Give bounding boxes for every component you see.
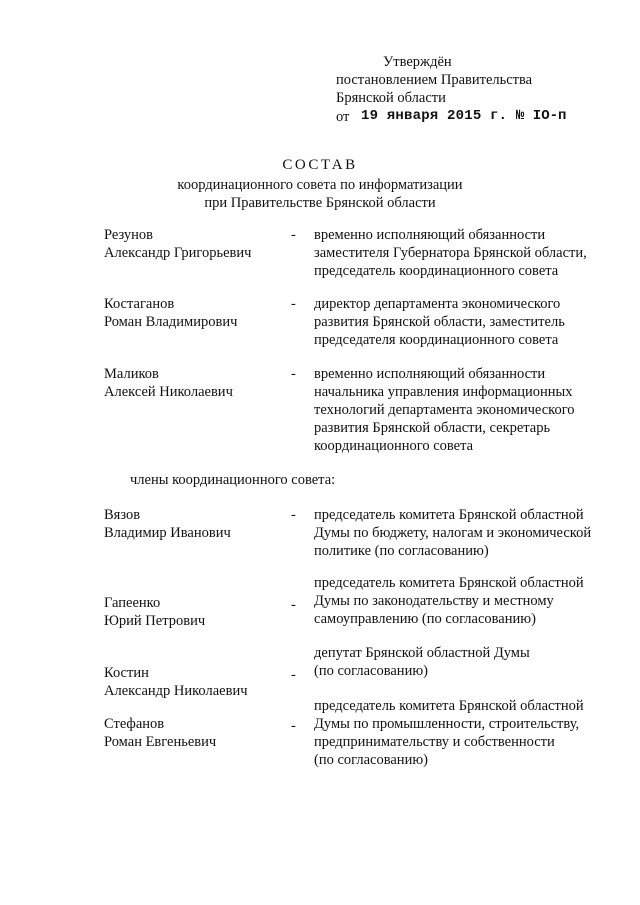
member-surname: Костаганов <box>104 296 175 312</box>
role-line: начальника управления информационных <box>314 384 573 400</box>
member-surname: Резунов <box>104 227 154 243</box>
member-role <box>314 365 614 455</box>
role-line: развития Брянской области, секретарь <box>314 420 551 436</box>
approval-region-line: Брянской области <box>336 90 446 106</box>
approval-from-label: от <box>336 109 350 125</box>
dash-separator: - <box>291 227 296 243</box>
document-title: СОСТАВ <box>282 157 358 173</box>
member-surname: Костин <box>104 665 149 681</box>
member-surname: Стефанов <box>104 716 165 732</box>
role-line: временно исполняющий обязанности <box>314 366 546 382</box>
role-line: предпринимательству и собственности <box>314 734 555 750</box>
member-role <box>314 226 614 280</box>
member-role <box>314 574 614 628</box>
role-line: (по согласованию) <box>314 663 428 679</box>
role-line: (по согласованию) <box>314 752 428 768</box>
members-section-label: члены координационного совета: <box>130 472 336 488</box>
role-line: самоуправлению (по согласованию) <box>314 611 536 627</box>
member-surname: Гапеенко <box>104 595 161 611</box>
role-line: председатель комитета Брянской областной <box>314 575 584 591</box>
role-line: депутат Брянской областной Думы <box>314 645 530 661</box>
role-line: председатель комитета Брянской областной <box>314 698 584 714</box>
dash-separator: - <box>291 507 296 523</box>
dash-separator: - <box>291 366 296 382</box>
role-line: заместителя Губернатора Брянской области, <box>314 245 587 261</box>
member-given-names: Владимир Иванович <box>104 525 231 541</box>
role-line: директор департамента экономического <box>314 296 561 312</box>
member-role <box>314 506 614 560</box>
role-line: председатель комитета Брянской областной <box>314 507 584 523</box>
role-line: Думы по бюджету, налогам и экономической <box>314 525 592 541</box>
member-name <box>104 295 284 331</box>
role-line: председатель координационного совета <box>314 263 559 279</box>
member-name <box>104 226 284 262</box>
role-line: политике (по согласованию) <box>314 543 489 559</box>
member-given-names: Александр Григорьевич <box>104 245 252 261</box>
member-name <box>104 594 284 630</box>
member-surname: Маликов <box>104 366 159 382</box>
member-name <box>104 506 284 542</box>
approval-block <box>336 53 626 127</box>
approval-decree-line: постановлением Правительства <box>336 72 533 88</box>
approval-date: 19 января 2015 г. <box>361 108 508 124</box>
member-role <box>314 295 614 349</box>
member-name <box>104 664 284 700</box>
member-given-names: Алексей Николаевич <box>104 384 233 400</box>
document-subtitle-line2: при Правительстве Брянской области <box>204 195 436 211</box>
dash-separator: - <box>291 597 296 613</box>
member-role <box>314 697 614 769</box>
member-role <box>314 644 614 680</box>
role-line: председателя координационного совета <box>314 332 559 348</box>
member-given-names: Юрий Петрович <box>104 613 206 629</box>
member-given-names: Роман Владимирович <box>104 314 238 330</box>
approval-number: № IO-п <box>516 108 567 124</box>
member-name <box>104 365 284 401</box>
role-line: координационного совета <box>314 438 474 454</box>
dash-separator: - <box>291 667 296 683</box>
member-name <box>104 715 284 751</box>
role-line: технологий департамента экономического <box>314 402 575 418</box>
member-surname: Вязов <box>104 507 141 523</box>
role-line: Думы по промышленности, строительству, <box>314 716 580 732</box>
member-given-names: Александр Николаевич <box>104 683 248 699</box>
approval-date-line <box>336 107 626 127</box>
dash-separator: - <box>291 718 296 734</box>
role-line: развития Брянской области, заместитель <box>314 314 565 330</box>
member-given-names: Роман Евгеньевич <box>104 734 217 750</box>
document-subtitle-line1: координационного совета по информатизации <box>177 177 463 193</box>
dash-separator: - <box>291 296 296 312</box>
role-line: Думы по законодательству и местному <box>314 593 554 609</box>
approval-heading: Утверждён <box>383 54 452 70</box>
role-line: временно исполняющий обязанности <box>314 227 546 243</box>
